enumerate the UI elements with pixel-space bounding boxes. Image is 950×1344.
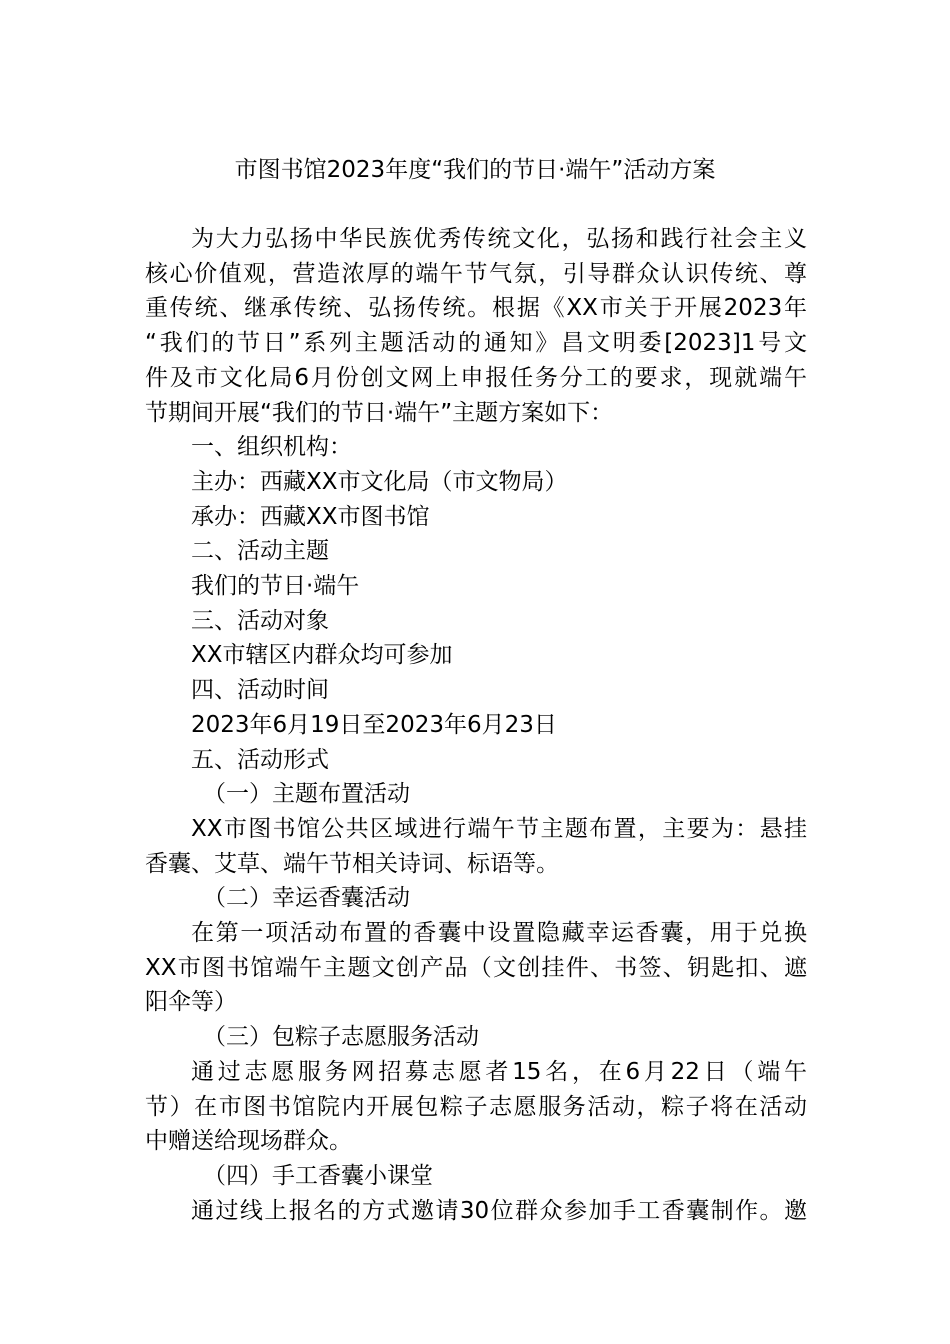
body-text-line: 件及市文化局6月份创文网上申报任务分工的要求，现就端午 — [145, 364, 807, 391]
body-text-line: （二）幸运香囊活动 — [203, 885, 410, 912]
body-text-line: 通过志愿服务网招募志愿者15名，在6月22日（端午 — [191, 1058, 807, 1085]
body-text-line: XX市图书馆端午主题文创产品（文创挂件、书签、钥匙扣、遮 — [145, 954, 807, 981]
body-text-line: XX市图书馆公共区域进行端午节主题布置，主要为：悬挂 — [191, 815, 807, 842]
document-title: 市图书馆2023年度“我们的节日·端午”活动方案 — [234, 157, 716, 183]
body-text-line: 重传统、继承传统、弘扬传统。根据《XX市关于开展2023年 — [145, 295, 807, 322]
body-text-line: 为大力弘扬中华民族优秀传统文化，弘扬和践行社会主义 — [191, 226, 807, 252]
body-text-line: XX市辖区内群众均可参加 — [191, 642, 453, 669]
body-text-line: 香囊、艾草、端午节相关诗词、标语等。 — [145, 850, 559, 877]
body-text-line: 我们的节日·端午 — [191, 573, 360, 600]
body-text-line: 节期间开展“我们的节日·端午”主题方案如下： — [145, 399, 614, 426]
body-text-line: 承办：西藏XX市图书馆 — [191, 503, 430, 530]
body-text-line: 五、活动形式 — [191, 746, 329, 773]
body-text-line: 在第一项活动布置的香囊中设置隐藏幸运香囊，用于兑换 — [191, 920, 807, 947]
body-text-line: 主办：西藏XX市文化局（市文物局） — [191, 468, 568, 495]
body-text-line: “我们的节日”系列主题活动的通知》昌文明委[2023]1号文 — [145, 330, 807, 357]
body-text-line: 中赠送给现场群众。 — [145, 1128, 352, 1155]
body-text-line: 阳伞等） — [145, 989, 237, 1016]
body-text-line: （三）包粽子志愿服务活动 — [203, 1024, 479, 1051]
body-text-line: （四）手工香囊小课堂 — [203, 1162, 433, 1189]
body-text-line: 二、活动主题 — [191, 538, 329, 565]
body-text-line: 三、活动对象 — [191, 607, 329, 634]
body-text-line: 通过线上报名的方式邀请30位群众参加手工香囊制作。邀 — [191, 1197, 807, 1224]
body-text-line: 四、活动时间 — [191, 677, 329, 704]
body-text-line: 节）在市图书馆院内开展包粽子志愿服务活动，粽子将在活动 — [145, 1093, 807, 1120]
document-body — [145, 222, 807, 1228]
body-text-line: 2023年6月19日至2023年6月23日 — [191, 711, 557, 738]
body-text-line: 一、组织机构： — [191, 434, 352, 461]
body-text-line: 核心价值观，营造浓厚的端午节气氛，引导群众认识传统、尊 — [145, 260, 807, 287]
body-text-line: （一）主题布置活动 — [203, 781, 410, 808]
